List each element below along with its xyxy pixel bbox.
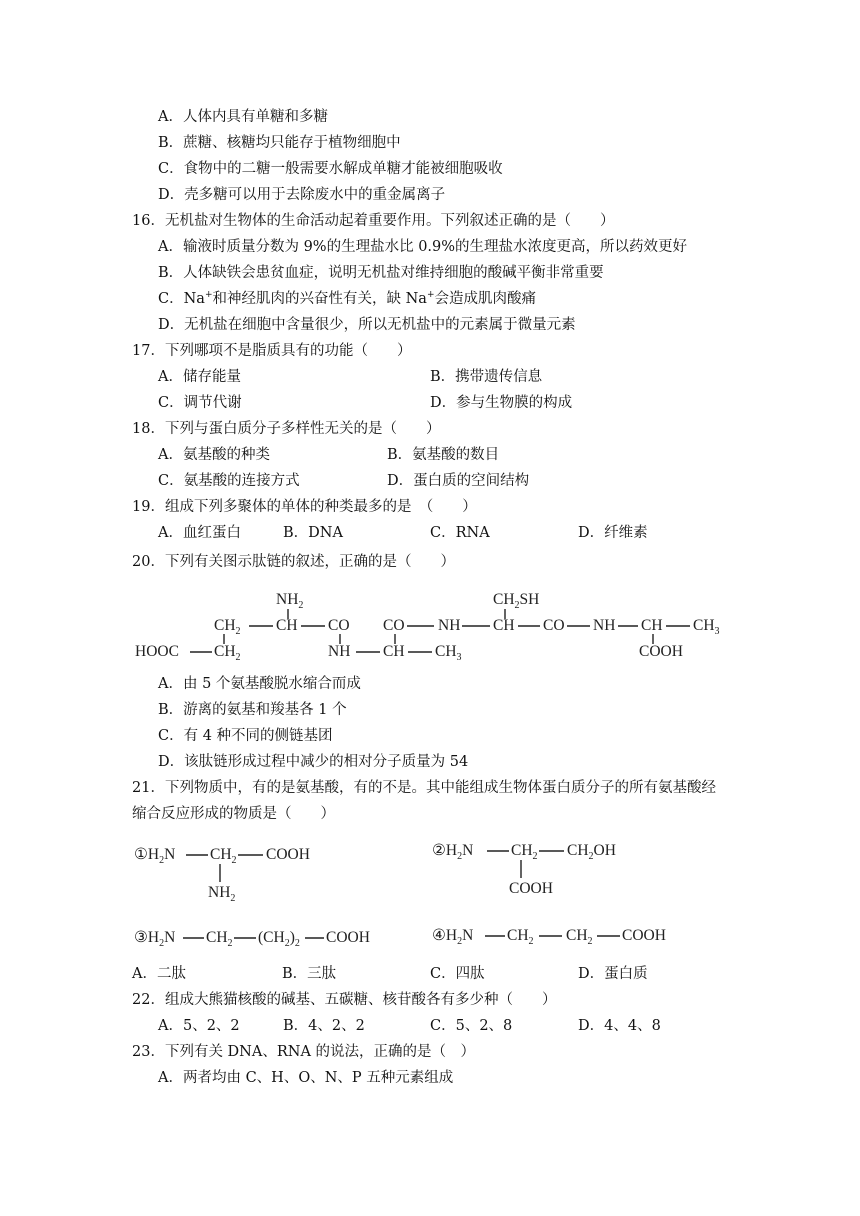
carboxyl-group: HOOC bbox=[135, 643, 179, 660]
q16-stem: 16．无机盐对生物体的生命活动起着重要作用。下列叙述正确的是（ ） bbox=[132, 213, 615, 229]
methylene-group: $CH_2$ bbox=[206, 929, 233, 950]
alpha-carbon: CH bbox=[493, 617, 515, 634]
q17-option-b: B．携带遗传信息 bbox=[430, 369, 543, 385]
q15-option-a: A．人体内具有单糖和多糖 bbox=[158, 109, 328, 125]
q22-stem: 22．组成大熊猫核酸的碱基、五碳糖、核苷酸各有多少种（ ） bbox=[132, 992, 557, 1008]
q18-option-c: C．氨基酸的连接方式 bbox=[158, 473, 300, 489]
carbonyl-group: CO bbox=[383, 617, 405, 634]
q17-stem: 17．下列哪项不是脂质具有的功能（ ） bbox=[132, 343, 412, 359]
q20-option-a: A．由 5 个氨基酸脱水缩合而成 bbox=[158, 676, 361, 692]
methylene-group: $CH_2$ bbox=[507, 927, 534, 948]
methylene-group: $CH_2$ bbox=[511, 842, 538, 863]
amino-group: $NH_2$ bbox=[276, 591, 304, 612]
alpha-carbon: CH bbox=[641, 617, 663, 634]
q17-option-d: D．参与生物膜的构成 bbox=[430, 395, 573, 411]
q18-option-a: A．氨基酸的种类 bbox=[158, 447, 270, 463]
carboxyl-group: COOH bbox=[639, 643, 683, 660]
molecule-4-backbone: $④H_2N$ bbox=[432, 927, 474, 948]
methylene-group: $CH_2$ bbox=[214, 617, 241, 638]
amide-nitrogen: NH bbox=[438, 617, 461, 634]
carboxyl-group: COOH bbox=[622, 927, 666, 944]
q21-option-a: A．二肽 bbox=[132, 966, 186, 982]
q23-stem: 23．下列有关 DNA、RNA 的说法，正确的是（ ） bbox=[132, 1044, 476, 1060]
molecule-3-backbone: $③H_2N$ bbox=[134, 929, 176, 950]
q19-option-a: A．血红蛋白 bbox=[158, 525, 241, 541]
q18-stem: 18．下列与蛋白质分子多样性无关的是（ ） bbox=[132, 421, 441, 437]
q20-stem: 20．下列有关图示肽链的叙述，正确的是（ ） bbox=[132, 554, 455, 570]
methylene-group: $CH_2$ bbox=[566, 927, 593, 948]
q21-option-b: B．三肽 bbox=[282, 966, 337, 982]
q17-option-c: C．调节代谢 bbox=[158, 395, 242, 411]
q16-option-a: A．输液时质量分数为 9%的生理盐水比 0.9%的生理盐水浓度更高，所以药效更好 bbox=[158, 239, 688, 255]
carbonyl-group: CO bbox=[543, 617, 565, 634]
q19-stem: 19．组成下列多聚体的单体的种类最多的是 （ ） bbox=[132, 499, 477, 515]
q22-option-c: C．5、2、8 bbox=[430, 1018, 513, 1034]
carboxyl-group: COOH bbox=[266, 846, 310, 863]
hydroxymethyl-group: $CH_2OH$ bbox=[567, 842, 616, 863]
q21-option-d: D．蛋白质 bbox=[578, 966, 648, 982]
q22-option-d: D．4、4、8 bbox=[578, 1018, 661, 1034]
q16-option-c: C．Na+和神经肌肉的兴奋性有关，缺 Na+会造成肌肉酸痛 bbox=[158, 290, 536, 307]
q17-option-a: A．储存能量 bbox=[158, 369, 241, 385]
carboxyl-group: COOH bbox=[509, 880, 553, 897]
q20-option-d: D．该肽链形成过程中减少的相对分子质量为 54 bbox=[158, 754, 469, 770]
amide-nitrogen: NH bbox=[328, 643, 351, 660]
q15-option-d: D．壳多糖可以用于去除废水中的重金属离子 bbox=[158, 187, 446, 203]
molecule-1-backbone: $①H_2N$ bbox=[134, 846, 176, 867]
q20-option-c: C．有 4 种不同的侧链基团 bbox=[158, 728, 333, 744]
thiol-side-chain: $CH_2SH$ bbox=[493, 591, 540, 612]
q21-stem: 21．下列物质中，有的是氨基酸，有的不是。其中能组成生物体蛋白质分子的所有氨基酸经 bbox=[132, 780, 716, 796]
q15-option-b: B．蔗糖、核糖均只能存于植物细胞中 bbox=[158, 135, 401, 151]
q21-stem-continued: 缩合反应形成的物质是（ ） bbox=[132, 806, 335, 822]
methylene-group: $CH_2$ bbox=[210, 846, 237, 867]
q16-option-d: D．无机盐在细胞中含量很少，所以无机盐中的元素属于微量元素 bbox=[158, 317, 576, 333]
q19-option-d: D．纤维素 bbox=[578, 525, 648, 541]
polymethylene-group: $(CH_2)_2$ bbox=[258, 929, 300, 950]
q20-option-b: B．游离的氨基和羧基各 1 个 bbox=[158, 702, 347, 718]
alpha-carbon: CH bbox=[383, 643, 405, 660]
carbonyl-group: CO bbox=[328, 617, 350, 634]
q19-option-c: C．RNA bbox=[430, 525, 490, 541]
amino-group: $NH_2$ bbox=[208, 884, 236, 905]
q19-option-b: B．DNA bbox=[283, 525, 343, 541]
methyl-group: $CH_3$ bbox=[435, 643, 462, 664]
q15-option-c: C．食物中的二糖一般需要水解成单糖才能被细胞吸收 bbox=[158, 161, 503, 177]
q22-option-b: B．4、2、2 bbox=[283, 1018, 365, 1034]
q23-option-a: A．两者均由 C、H、O、N、P 五种元素组成 bbox=[158, 1070, 454, 1086]
q18-option-d: D．蛋白质的空间结构 bbox=[387, 473, 530, 489]
q16-option-b: B．人体缺铁会患贫血症，说明无机盐对维持细胞的酸碱平衡非常重要 bbox=[158, 265, 604, 281]
alpha-carbon: CH bbox=[276, 617, 298, 634]
molecule-2-backbone: $②H_2N$ bbox=[432, 842, 474, 863]
amide-nitrogen: NH bbox=[593, 617, 616, 634]
q18-option-b: B．氨基酸的数目 bbox=[387, 447, 500, 463]
q21-option-c: C．四肽 bbox=[430, 966, 485, 982]
methyl-group: $CH_3$ bbox=[693, 617, 720, 638]
q22-option-a: A．5、2、2 bbox=[158, 1018, 240, 1034]
methylene-group: $CH_2$ bbox=[214, 643, 241, 664]
carboxyl-group: COOH bbox=[326, 929, 370, 946]
